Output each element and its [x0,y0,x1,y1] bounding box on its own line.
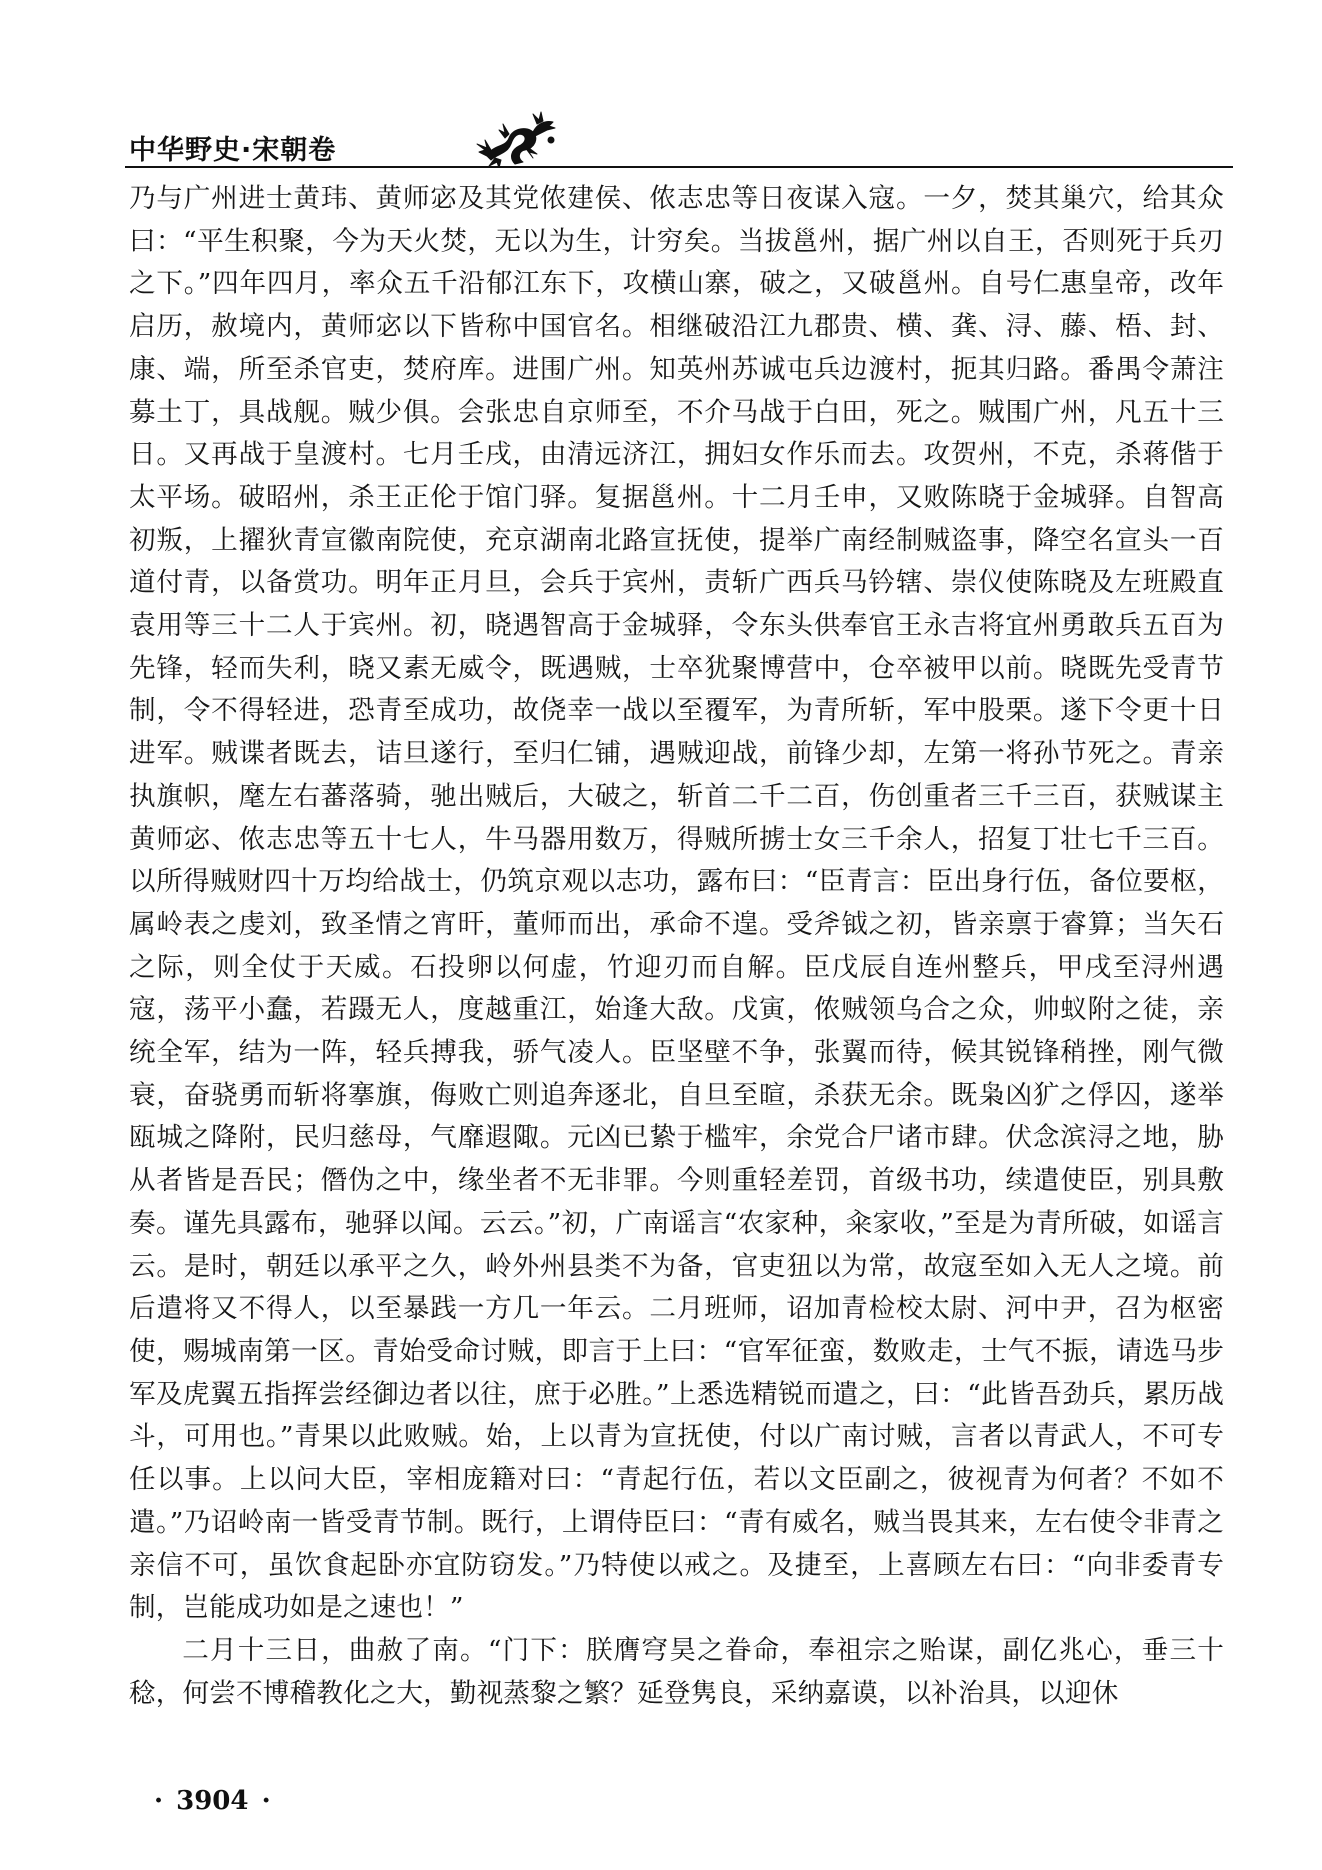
body-text [129,178,1224,1715]
folio-dot-left: · [154,1786,164,1816]
page-number-value: 3904 [176,1786,249,1816]
book-title: 中华野史·宋朝卷 [129,135,337,166]
paragraph: 乃与广州进士黄玮、黄师宓及其党侬建侯、侬志忠等日夜谋入寇。一夕，焚其巢穴，给其众曰：“平生积聚，今为天火焚，无以为生，计穷矣。当拔邕州，据广州以自王，否则死于兵刃之下。”四年四月，率众五千沿郁江东下，攻横山寨，破之，又破邕州。自号仁惠皇帝，改年启历，赦境内，黄师宓以下皆称中国官名。相继破沿江九郡贵、横、龚、浔、藤、梧、封、康、端，所至杀官吏，焚府库。进围广州。知英州苏诚屯兵边渡村，扼其归路。番禺令萧注募土丁，具战舰。贼少俱。会张忠自京师至，不介马战于白田，死之。贼围广州，凡五十三日。又再战于皇渡村。七月壬戌，由清远济江，拥妇女作乐而去。攻贺州，不克，杀蒋偕于太平场。破昭州，杀王正伦于馆门驿。复据邕州。十二月壬申，又败陈晓于金城驿。自智高初叛，上擢狄青宣徽南院使，充京湖南北路宣抚使，提举广南经制贼盗事，降空名宣头一百道付青，以备赏功。明年正月旦，会兵于宾州，责斩广西兵马钤辖、崇仪使陈晓及左班殿直袁用等三十二人于宾州。初，晓遇智高于金城驿，令东头供奉官王永吉将宜州勇敢兵五百为先锋，轻而失利，晓又素无威令，既遇贼，士卒犹聚博营中，仓卒被甲以前。晓既先受青节制，令不得轻进，恐青至成功，故侥幸一战以至覆军，为青所斩，军中股栗。遂下令更十日进军。贼谍者既去，诘旦遂行，至归仁铺，遇贼迎战，前锋少却，左第一将孙节死之。青亲执旗帜，麾左右蕃落骑，驰出贼后，大破之，斩首二千二百，伤创重者三千三百，获贼谋主黄师宓、侬志忠等五十七人，牛马器用数万，得贼所掳士女三千余人，招复丁壮七千三百。以所得贼财四十万均给战士，仍筑京观以志功，露布曰：“臣青言：臣出身行伍，备位要枢，属岭表之虔刘，致圣情之宵旰，董师而出，承命不遑。受斧钺之初，皆亲禀于睿算；当矢石之际，则全仗于天威。石投卵以何虚，竹迎刃而自解。臣戊辰自连州整兵，甲戌至浔州遇寇，荡平小蠢，若蹑无人，度越重江，始逢大敌。戊寅，侬贼领乌合之众，帅蚁附之徒，亲统全军，结为一阵，轻兵搏我，骄气凌人。臣坚壁不争，张翼而待，候其锐锋稍挫，刚气微衰，奋骁勇而斩将搴旗，侮败亡则追奔逐北，自旦至暄，杀获无余。既枭凶犷之俘囚，遂举瓯城之降附，民归慈母，气靡遐陬。元凶已絷于槛牢，余党合尸诸市肆。伏念滨浔之地，胁从者皆是吾民；僭伪之中，缘坐者不无非罪。今则重轻差罚，首级书功，续遣使臣，别具敷奏。谨先具露布，驰驿以闻。云云。”初，广南谣言“农家种，籴家收，”至是为青所破，如谣言云。是时，朝廷以承平之久，岭外州县类不为备，官吏狃以为常，故寇至如入无人之境。前后遣将又不得人，以至暴践一方几一年云。二月班师，诏加青检校太尉、河中尹，召为枢密使，赐城南第一区。青始受命讨贼，即言于上曰：“官军征蛮，数败走，士气不振，请选马步军及虎翼五指挥尝经御边者以往，庶于必胜。”上悉选精锐而遣之，曰：“此皆吾劲兵，累历战斗，可用也。”青果以此败贼。始，上以青为宣抚使，付以广南讨贼，言者以青武人，不可专任以事。上以问大臣，宰相庞籍对曰：“青起行伍，若以文臣副之，彼视青为何者？不如不遣。”乃诏岭南一皆受青节制。既行，上谓侍臣曰：“青有威名，贼当畏其来，左右使令非青之亲信不可，虽饮食起卧亦宜防窃发。”乃特使以戒之。及捷至，上喜顾左右曰：“向非委青专制，岂能成功如是之速也！” [129,183,1224,1624]
dragon-emblem-icon [475,108,559,168]
folio-dot-right: · [261,1786,271,1816]
page-number [150,1786,275,1816]
paragraph: 二月十三日，曲赦了南。“门下：朕膺穹昊之眷命，奉祖宗之贻谋，副亿兆心，垂三十稔，何尝不博稽教化之大，勤视蒸黎之繁？延登隽良，采纳嘉谟，以补治具，以迎休 [129,1634,1224,1709]
header-divider [125,166,1233,168]
running-header [125,108,1233,164]
